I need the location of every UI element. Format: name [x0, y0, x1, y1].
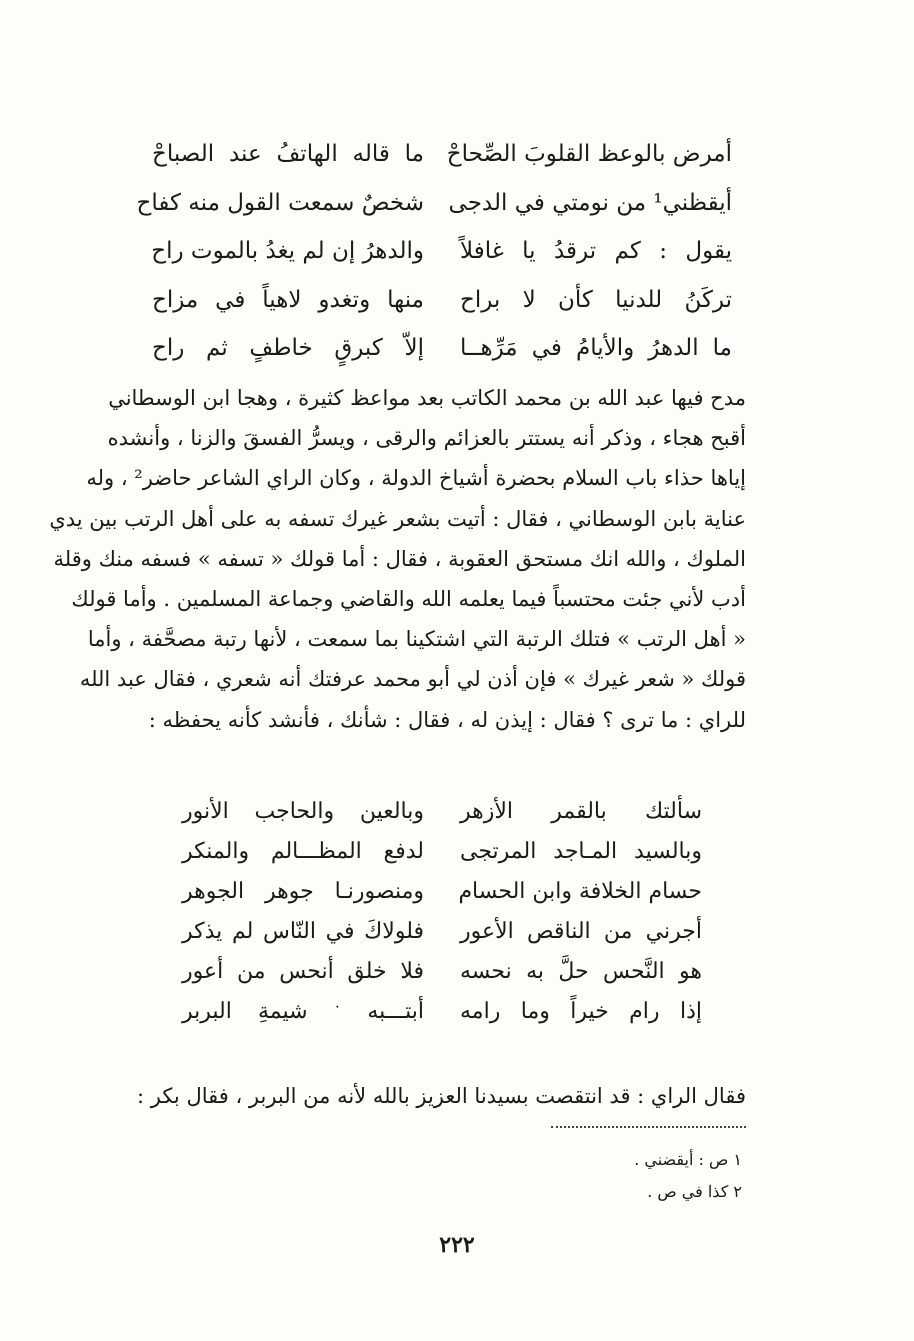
first-hemistich: يقول : كم ترقدُ يا غافلاً: [460, 238, 732, 264]
second-hemistich: والدهرُ إن لم يغدُ بالموت راح: [151, 238, 424, 264]
second-hemistich: إلاّ كبرقٍ خاطفٍ ثم راح: [152, 335, 424, 361]
verse-line: [152, 324, 732, 373]
footnote-divider: [551, 1126, 746, 1128]
verse-line: [152, 130, 732, 179]
first-hemistich: حسام الخلافة وابن الحسام: [458, 879, 702, 904]
verse-line: [182, 792, 702, 832]
second-hemistich: وبالعين والحاجب الأنور: [182, 799, 424, 824]
verse-line: [152, 276, 732, 325]
first-hemistich: ما الدهرُ والأيامُ في مَرِّهــا: [460, 335, 732, 361]
second-hemistich: شخصٌ سمعت القول منه كفاح: [136, 189, 424, 216]
second-hemistich: ما قاله الهاتفُ عند الصباحْ: [152, 141, 424, 167]
footnote: ٢ كذا في ص .: [647, 1182, 742, 1201]
first-hemistich: هو النَّحس حلَّ به نحسه: [460, 959, 702, 984]
second-hemistich: لدفع المظـــالم والمنكر: [182, 839, 424, 864]
second-hemistich: منها وتغدو لاهياً في مزاح: [152, 286, 424, 313]
page-number: ٢٢٢: [439, 1232, 475, 1258]
second-hemistich: أبتـــبه ﮲ شيمةِ البربر: [182, 999, 424, 1024]
first-hemistich: أجرني من الناقص الأعور: [460, 919, 702, 944]
verse-line: [182, 872, 702, 912]
prose-line: مدح فيها عبد الله بن محمد الكاتب بعد مواعظ كثيرة ، وهجا ابن الوسطاني: [108, 386, 746, 410]
first-hemistich: إذا رام خيراً وما رامه: [460, 999, 702, 1024]
first-hemistich: أمرض بالوعظ القلوبَ الصِّحاحْ: [446, 141, 732, 167]
verse-line: [136, 179, 732, 228]
footnote: ١ ص : أيقضني .: [634, 1150, 742, 1169]
verse-line: [182, 992, 702, 1032]
prose-line: إياها حذاء باب السلام بحضرة أشياخ الدولة ، وكان الراي الشاعر حاضر² ، وله: [86, 466, 746, 491]
poem-opening: [136, 130, 732, 373]
first-hemistich: تركَنُ للدنيا كأن لا براح: [460, 286, 732, 313]
prose-paragraph: [49, 378, 746, 740]
prose-paragraph: [116, 1076, 746, 1116]
second-hemistich: ومنصورنـا جوهر الجوهر: [182, 879, 424, 904]
second-hemistich: فلولاكَ في النّاس لم يذكر: [182, 919, 424, 944]
prose-line: للراي : ما ترى ؟ فقال : إيذن له ، فقال : شأنك ، فأنشد كأنه يحفظه :: [148, 707, 746, 732]
verse-line: [152, 227, 732, 276]
prose-line: أقبح هجاء ، وذكر أنه يستتر بالعزائم والرقى ، ويسرُّ الفسقَ والزنا ، وأنشده: [107, 426, 746, 451]
verse-line: [182, 952, 702, 992]
prose-line: قولك « شعر غيرك » فإن أذن لي أبو محمد عرفتك أنه شعري ، فقال عبد الله: [79, 667, 746, 692]
first-hemistich: سألتك بالقمر الأزهر: [460, 799, 702, 824]
verse-line: [182, 912, 702, 952]
first-hemistich: أيقظني¹ من نومتي في الدجى: [448, 189, 732, 216]
second-hemistich: فلا خلق أنحس من أعور: [182, 959, 424, 984]
verse-line: [182, 832, 702, 872]
first-hemistich: وبالسيد المـاجد المرتجى: [460, 839, 702, 864]
footnotes: [634, 1144, 742, 1208]
poem-recited: [182, 792, 702, 1032]
prose-line: عناية بابن الوسطاني ، فقال : أتيت بشعر غيرك تسفه به على أهل الرتب بين يدي: [49, 506, 746, 531]
prose-line: فقال الراي : قد انتقصت بسيدنا العزيز بالله لأنه من البربر ، فقال بكر :: [137, 1084, 746, 1108]
prose-line: أدب لأني جئت محتسباً فيما يعلمه الله والقاضي وجماعة المسلمين . وأما قولك: [71, 587, 746, 612]
prose-line: الملوك ، والله انك مستحق العقوبة ، فقال : أما قولك « تسفه » فسفه منك وقلة: [53, 546, 746, 571]
prose-line: « أهل الرتب » فتلك الرتبة التي اشتكينا بما سمعت ، لأنها رتبة مصحَّفة ، وأما: [87, 627, 746, 652]
